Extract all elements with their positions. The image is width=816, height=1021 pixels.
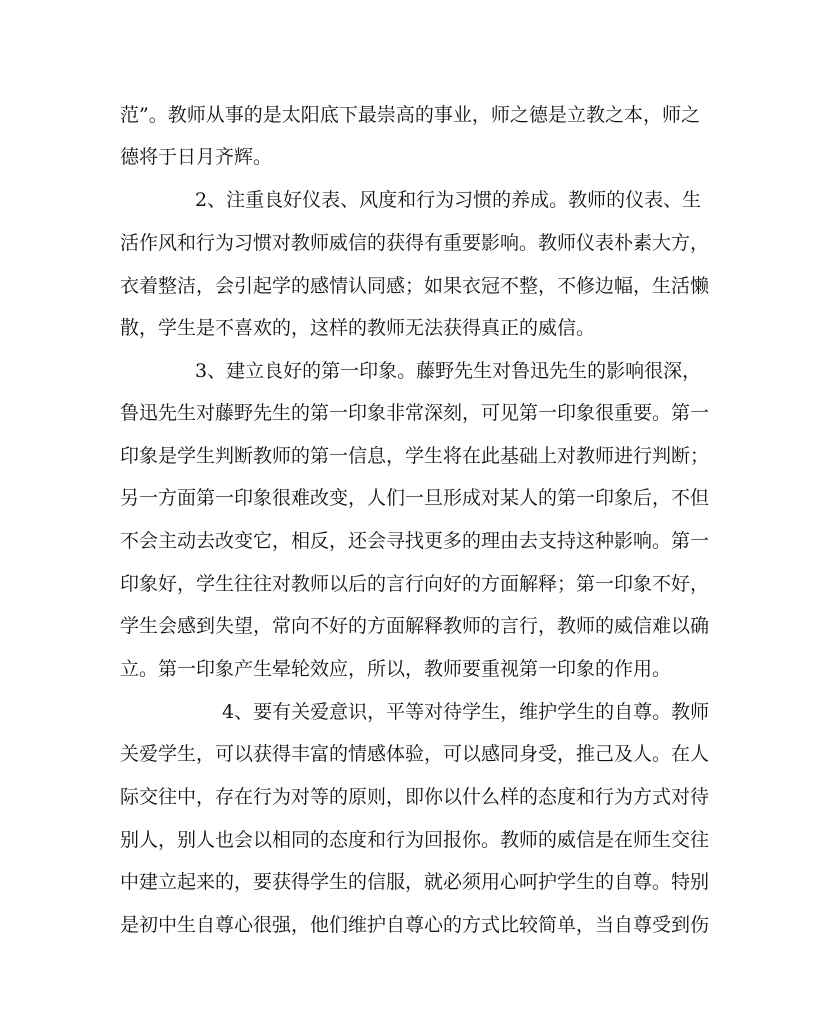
text-line: 4、要有关爱意识，平等对待学生，维护学生的自尊。教师 (222, 701, 710, 723)
text-line: 不会主动去改变它，相反，还会寻找更多的理由去支持这种影响。第一 (120, 530, 710, 552)
text-line: 德将于日月齐辉。 (120, 146, 273, 168)
text-line: 鲁迅先生对藤野先生的第一印象非常深刻，可见第一印象很重要。第一 (120, 402, 710, 424)
text-line: 是初中生自尊心很强，他们维护自尊心的方式比较简单，当自尊受到伤 (120, 914, 710, 936)
text-line: 另一方面第一印象很难改变，人们一旦形成对某人的第一印象后，不但 (120, 487, 710, 509)
text-line: 中建立起来的，要获得学生的信服，就必须用心呵护学生的自尊。特别 (120, 871, 710, 893)
text-line: 关爱学生，可以获得丰富的情感体验，可以感同身受，推己及人。在人 (120, 743, 710, 765)
text-line: 散，学生是不喜欢的，这样的教师无法获得真正的威信。 (120, 317, 596, 339)
text-line: 3、建立良好的第一印象。藤野先生对鲁迅先生的影响很深， (195, 360, 702, 382)
text-line: 学生会感到失望，常向不好的方面解释教师的言行，教师的威信难以确 (120, 615, 710, 637)
text-line: 别人，别人也会以相同的态度和行为回报你。教师的威信是在师生交往 (120, 829, 710, 851)
text-line: 活作风和行为习惯对教师威信的获得有重要影响。教师仪表朴素大方， (120, 232, 710, 254)
text-line: 印象好，学生往往对教师以后的言行向好的方面解释；第一印象不好， (120, 573, 710, 595)
text-line: 范”。教师从事的是太阳底下最崇高的事业，师之德是立教之本，师之 (120, 104, 700, 126)
text-line: 衣着整洁，会引起学的感情认同感；如果衣冠不整，不修边幅，生活懒 (120, 275, 710, 297)
text-line: 印象是学生判断教师的第一信息，学生将在此基础上对教师进行判断； (120, 445, 710, 467)
text-line: 2、注重良好仪表、风度和行为习惯的养成。教师的仪表、生 (195, 189, 702, 211)
text-line: 际交往中，存在行为对等的原则，即你以什么样的态度和行为方式对待 (120, 786, 710, 808)
text-line: 立。第一印象产生晕轮效应，所以，教师要重视第一印象的作用。 (120, 658, 672, 680)
